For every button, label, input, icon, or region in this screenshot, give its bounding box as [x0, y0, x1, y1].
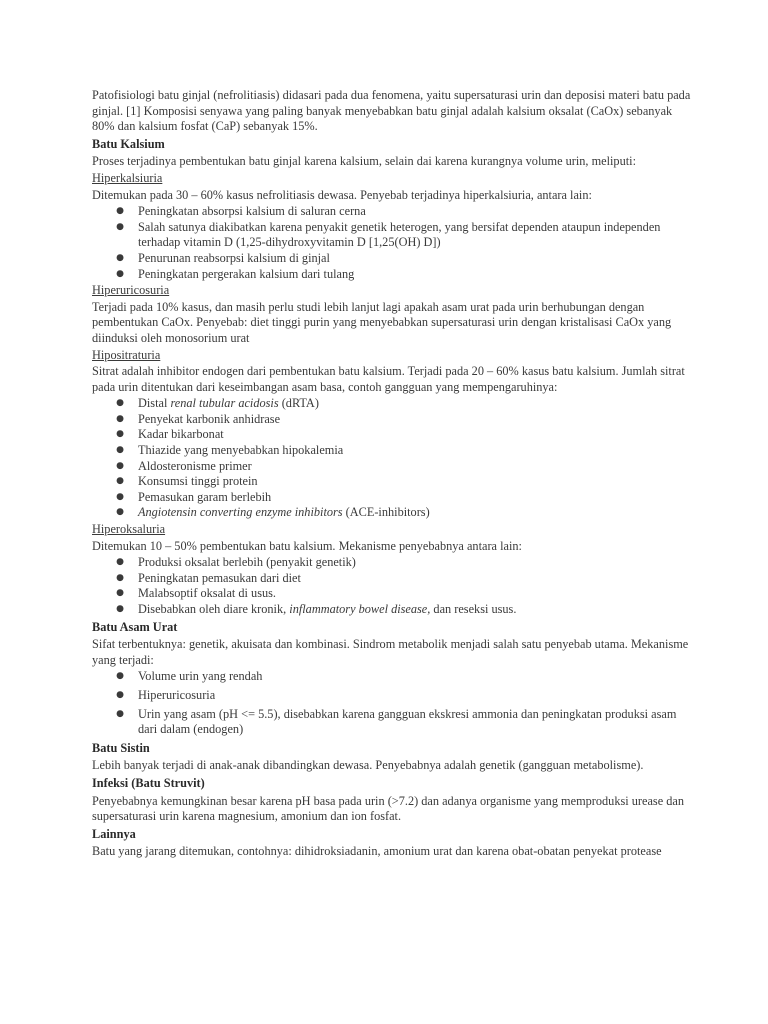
list-item: ● Peningkatan absorpsi kalsium di saluran cerna: [92, 204, 692, 220]
heading-infeksi-batu-struvit: Infeksi (Batu Struvit): [92, 775, 205, 790]
list-item: ● Hiperuricosuria: [92, 688, 692, 704]
hiperoksaluria-paragraph: Ditemukan 10 – 50% pembentukan batu kalsium. Mekanisme penyebabnya antara lain:: [92, 538, 522, 553]
sistin-paragraph: Lebih banyak terjadi di anak-anak dibandingkan dewasa. Penyebabnya adalah genetik (gangguan metabolisme).: [92, 758, 644, 773]
bullet-icon: [115, 443, 125, 459]
list-item: ● Aldosteronisme primer: [92, 459, 692, 475]
list-item: ● Peningkatan pemasukan dari diet: [92, 571, 692, 587]
asam-urat-paragraph: Sifat terbentuknya: genetik, akuisata dan kombinasi. Sindrom metabolik menjadi salah satu penyebab utama. Mekanisme yang terjadi:: [92, 637, 689, 667]
intro-paragraph: Patofisiologi batu ginjal (nefrolitiasis) didasari pada dua fenomena, yaitu supersaturasi urin dan deposisi materi batu pada ginjal. [1] Komposisi senyawa yang paling banyak menyebabkan batu ginjal adalah kalsium oksalat (CaOx) sebanyak 80% dan kalsium fosfat (CaP) sebanyak 15%.: [92, 88, 691, 134]
hiperkalsiuria-list: [92, 204, 692, 282]
bullet-icon: [115, 396, 125, 412]
bullet-icon: [115, 474, 125, 490]
list-item: ● Thiazide yang menyebabkan hipokalemia: [92, 443, 692, 459]
bullet-icon: [115, 602, 125, 618]
heading-hiperkalsiuria: Hiperkalsiuria: [92, 170, 163, 185]
list-item: ● Kadar bikarbonat: [92, 427, 692, 443]
list-item: ● Distal renal tubular acidosis (dRTA): [92, 396, 692, 412]
heading-hipositraturia: Hipositraturia: [92, 347, 161, 362]
hiperoksaluria-list: [92, 555, 692, 617]
bullet-icon: [115, 251, 125, 267]
list-item: ● Penyekat karbonik anhidrase: [92, 412, 692, 428]
bullet-icon: [115, 204, 125, 220]
list-item: ● Peningkatan pergerakan kalsium dari tulang: [92, 267, 692, 283]
bullet-icon: [115, 459, 125, 475]
hipositraturia-paragraph: Sitrat adalah inhibitor endogen dari pembentukan batu kalsium. Terjadi pada 20 – 60% kasus batu kalsium. Jumlah sitrat pada urin ditentukan dari keseimbangan asam basa, contoh gangguan yang mempengaruhinya:: [92, 364, 685, 394]
bullet-icon: [115, 571, 125, 587]
bullet-icon: [115, 669, 125, 685]
bullet-icon: [115, 688, 125, 704]
bullet-icon: [115, 586, 125, 602]
bullet-icon: [115, 267, 125, 283]
list-item: ● Disebabkan oleh diare kronik, inflammatory bowel disease, dan reseksi usus.: [92, 602, 692, 618]
asam-urat-list: [92, 669, 692, 737]
list-item: ● Konsumsi tinggi protein: [92, 474, 692, 490]
hiperkalsiuria-paragraph: Ditemukan pada 30 – 60% kasus nefrolitiasis dewasa. Penyebab terjadinya hiperkalsiuria, antara lain:: [92, 187, 592, 202]
heading-lainnya: Lainnya: [92, 826, 136, 841]
struvit-paragraph: Penyebabnya kemungkinan besar karena pH basa pada urin (>7.2) dan adanya organisme yang memproduksi urease dan supersaturasi urin karena magnesium, amonium dan ion fosfat.: [92, 793, 684, 824]
list-item: ● Salah satunya diakibatkan karena penyakit genetik heterogen, yang bersifat dependen ataupun independen terhadap vitamin D (1,25-dihydroxyvitamin D [1,25(OH) D]): [92, 220, 692, 251]
bullet-icon: [115, 505, 125, 521]
list-item: ● Malabsoptif oksalat di usus.: [92, 586, 692, 602]
hipositraturia-list: [92, 396, 692, 521]
document-page: [92, 88, 692, 861]
bullet-icon: [115, 490, 125, 506]
list-item: ● Angiotensin converting enzyme inhibitors (ACE-inhibitors): [92, 505, 692, 521]
list-item: ● Pemasukan garam berlebih: [92, 490, 692, 506]
bullet-icon: [115, 707, 125, 723]
kalsium-paragraph: Proses terjadinya pembentukan batu ginjal karena kalsium, selain dai karena kurangnya volume urin, meliputi:: [92, 154, 636, 169]
bullet-icon: [115, 220, 125, 236]
list-item: ● Penurunan reabsorpsi kalsium di ginjal: [92, 251, 692, 267]
heading-hiperuricosuria: Hiperuricosuria: [92, 283, 170, 298]
bullet-icon: [115, 555, 125, 571]
heading-hiperoksaluria: Hiperoksaluria: [92, 522, 166, 537]
lainnya-paragraph: Batu yang jarang ditemukan, contohnya: dihidroksiadanin, amonium urat dan karena obat-obatan penyekat protease: [92, 844, 662, 859]
heading-batu-kalsium: Batu Kalsium: [92, 136, 165, 151]
bullet-icon: [115, 427, 125, 443]
list-item: ● Volume urin yang rendah: [92, 669, 692, 685]
heading-batu-sistin: Batu Sistin: [92, 740, 150, 755]
heading-batu-asam-urat: Batu Asam Urat: [92, 619, 178, 634]
bullet-icon: [115, 412, 125, 428]
hiperuricosuria-paragraph: Terjadi pada 10% kasus, dan masih perlu studi lebih lanjut lagi apakah asam urat pada urin berhubungan dengan pembentukan CaOx. Penyebab: diet tinggi purin yang menyebabkan supersaturasi urin dengan kristalisasi CaOx yang diinduksi oleh monosorium urat: [92, 299, 672, 345]
list-item: ● Urin yang asam (pH <= 5.5), disebabkan karena gangguan ekskresi ammonia dan peningkatan produksi asam dari dalam (endogen): [92, 707, 692, 738]
list-item: ● Produksi oksalat berlebih (penyakit genetik): [92, 555, 692, 571]
